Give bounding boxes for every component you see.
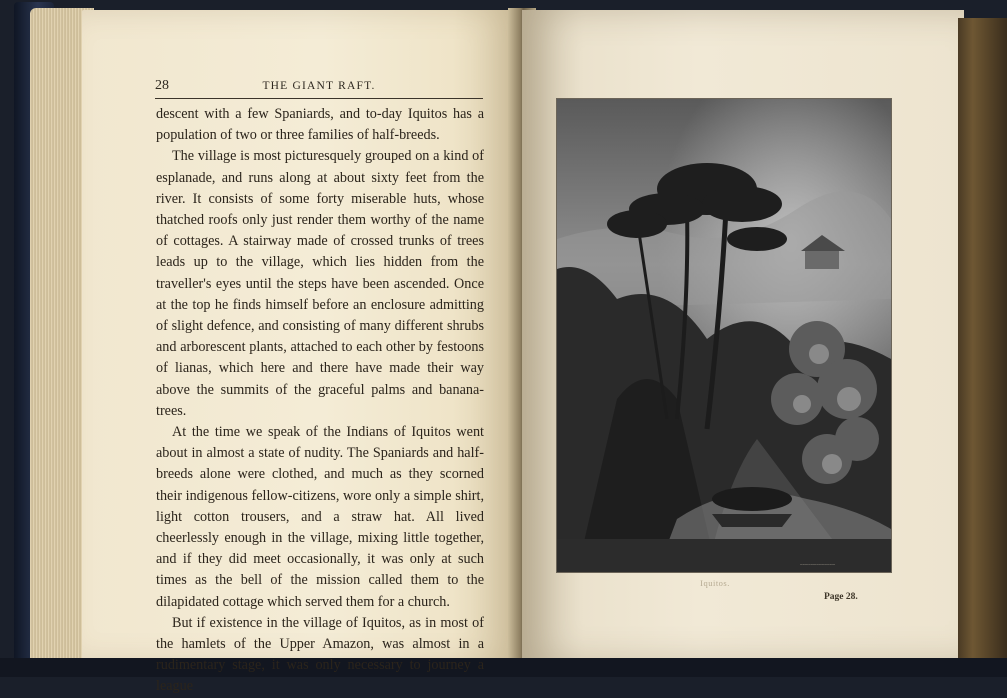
plate-page-reference: Page 28. [824, 592, 858, 602]
jungle-engraving [557, 99, 891, 572]
paragraph: descent with a few Spaniards, and to-day Iquitos has a population of two or three families of half-breeds. [156, 106, 484, 144]
paragraph: But if existence in the village of Iquitos, as in most of the hamlets of the Upper Amazon, was almost in a rudimentary stage, it was only necessary to journey a league [156, 614, 484, 695]
illustration-caption: Iquitos. [700, 578, 730, 588]
running-head [155, 78, 483, 99]
engraver-signature: ~~~~~~~~~~~~~ [800, 563, 836, 568]
page-number: 28 [155, 78, 169, 93]
paragraph: At the time we speak of the Indians of Iquitos went about in almost a state of nudity. The Spaniards and half-breeds alone were clothed, and much as they scorned their indigenous fellow-citizens, wore only a simple shirt, light cotton trousers, and a straw hat. All lived cheerlessly enough in the village, mixing little together, and if they did meet occasionally, it was only at such times as the bell of the mission called them to the dilapidated cottage which served them for a church. [156, 424, 484, 610]
running-title: THE GIANT RAFT. [262, 80, 376, 92]
body-text [156, 104, 484, 698]
illustration-plate [557, 99, 891, 572]
background-strip [0, 658, 1007, 677]
book-cover-right [958, 18, 1007, 677]
paragraph: The village is most picturesquely grouped on a kind of esplanade, and runs along at about sixty feet from the river. It consists of some forty miserable huts, whose thatched roofs only just render them worthy of the name of cottages. A stairway made of crossed trunks of trees leads up to the village, which lies hidden from the traveller's eyes until the steps have been ascended. Once at the top he finds himself before an enclosure admitting of slight defence, and consisting of many different shrubs and arborescent plants, attached to each other by festoons of lianas, which here and there have made their way above the summits of the graceful palms and banana-trees. [156, 148, 484, 419]
